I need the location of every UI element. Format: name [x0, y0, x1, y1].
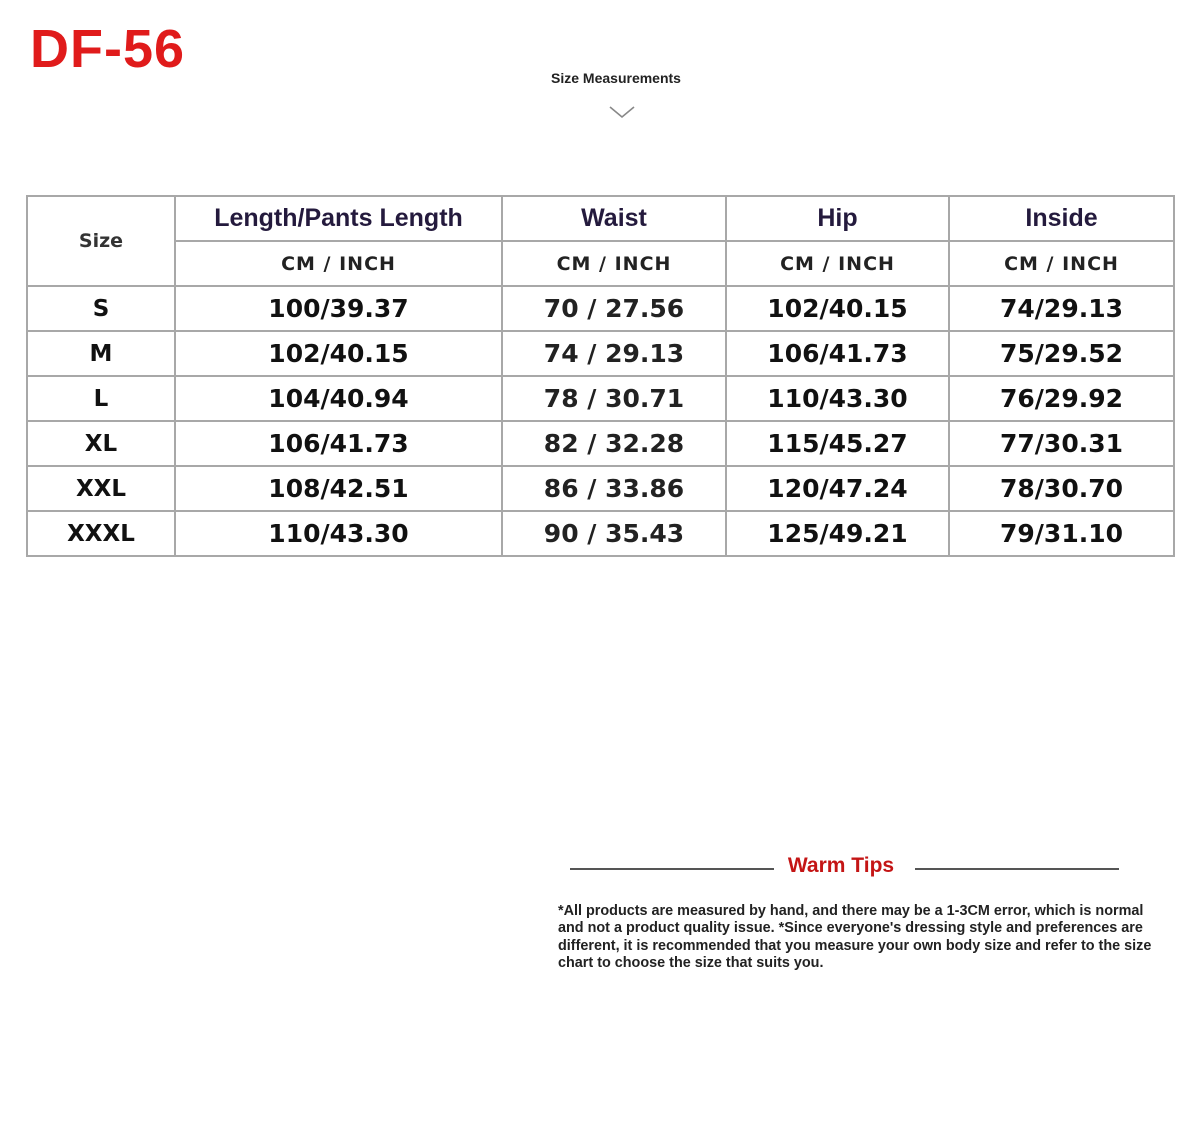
length-cell: 106/41.73: [175, 421, 502, 466]
hip-cell: 125/49.21: [726, 511, 949, 556]
table-row: [27, 376, 1174, 421]
length-cell: 104/40.94: [175, 376, 502, 421]
column-header-hip: Hip: [726, 196, 949, 241]
waist-cell: 70 / 27.56: [502, 286, 726, 331]
hip-cell: 115/45.27: [726, 421, 949, 466]
table-row: [27, 331, 1174, 376]
table-row: [27, 511, 1174, 556]
length-cell: 102/40.15: [175, 331, 502, 376]
hip-cell: 106/41.73: [726, 331, 949, 376]
waist-cell: 74 / 29.13: [502, 331, 726, 376]
unit-header: CM / INCH: [502, 241, 726, 286]
waist-cell: 90 / 35.43: [502, 511, 726, 556]
chevron-down-icon: [608, 104, 636, 120]
subtitle: Size Measurements: [551, 70, 681, 86]
length-cell: 108/42.51: [175, 466, 502, 511]
size-cell: M: [27, 331, 175, 376]
tips-divider-left: [570, 868, 774, 870]
column-header-waist: Waist: [502, 196, 726, 241]
hip-cell: 120/47.24: [726, 466, 949, 511]
inside-cell: 74/29.13: [949, 286, 1174, 331]
table-row: [27, 286, 1174, 331]
size-cell: XXL: [27, 466, 175, 511]
waist-cell: 86 / 33.86: [502, 466, 726, 511]
tips-divider-right: [915, 868, 1119, 870]
unit-header: CM / INCH: [175, 241, 502, 286]
length-cell: 100/39.37: [175, 286, 502, 331]
unit-header: CM / INCH: [949, 241, 1174, 286]
size-header: Size: [27, 196, 175, 286]
column-header-inside: Inside: [949, 196, 1174, 241]
unit-header: CM / INCH: [726, 241, 949, 286]
length-cell: 110/43.30: [175, 511, 502, 556]
inside-cell: 75/29.52: [949, 331, 1174, 376]
column-header-length: Length/Pants Length: [175, 196, 502, 241]
tips-text: *All products are measured by hand, and there may be a 1-3CM error, which is normal and not a product quality issue. *Since everyone's dressing style and preferences are different, it is recommended that you measure your own body size and refer to the size chart to choose the size that suits you.: [558, 903, 1152, 971]
inside-cell: 77/30.31: [949, 421, 1174, 466]
waist-cell: 78 / 30.71: [502, 376, 726, 421]
size-table: [26, 195, 1175, 557]
tips-title: Warm Tips: [787, 854, 895, 877]
hip-cell: 110/43.30: [726, 376, 949, 421]
size-cell: XL: [27, 421, 175, 466]
size-cell: S: [27, 286, 175, 331]
hip-cell: 102/40.15: [726, 286, 949, 331]
product-code: DF-56: [30, 19, 186, 79]
size-cell: XXXL: [27, 511, 175, 556]
table-row: [27, 466, 1174, 511]
inside-cell: 78/30.70: [949, 466, 1174, 511]
inside-cell: 76/29.92: [949, 376, 1174, 421]
size-cell: L: [27, 376, 175, 421]
inside-cell: 79/31.10: [949, 511, 1174, 556]
table-row: [27, 421, 1174, 466]
waist-cell: 82 / 32.28: [502, 421, 726, 466]
